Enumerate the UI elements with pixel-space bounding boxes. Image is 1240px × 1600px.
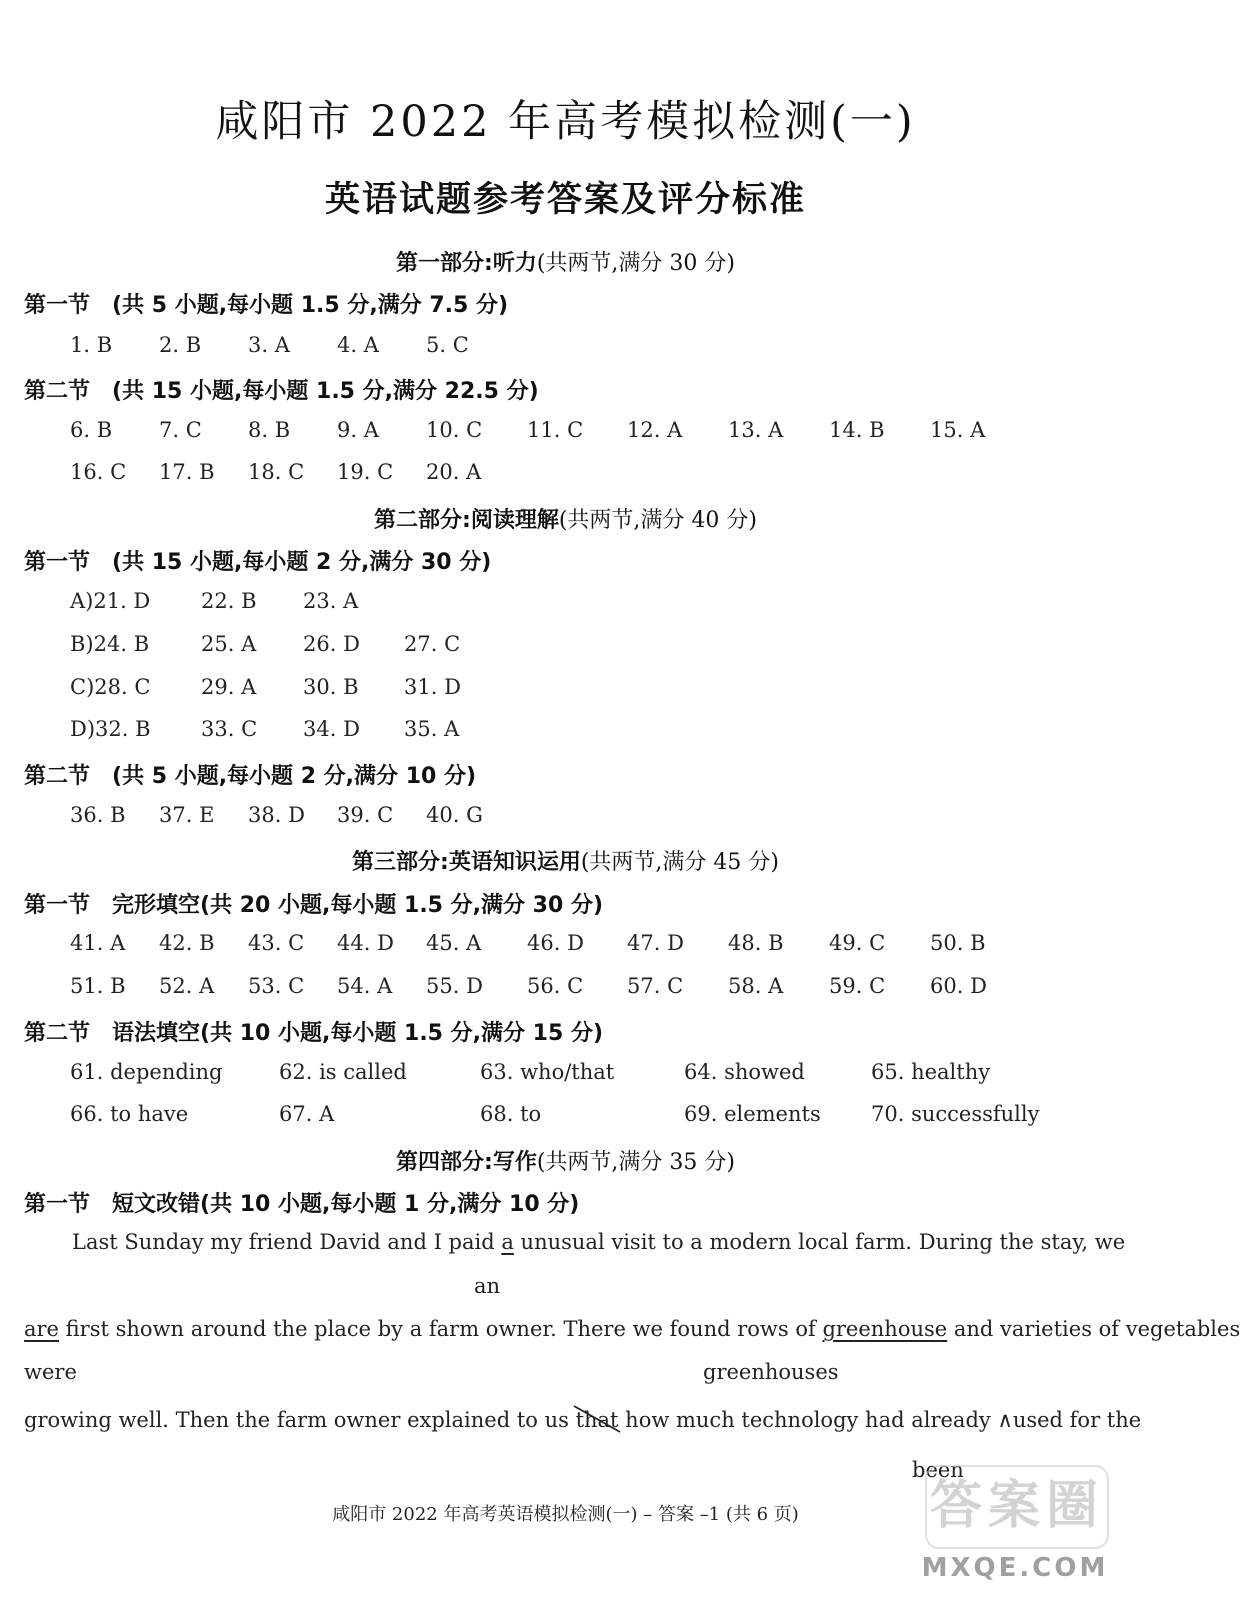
answer-item: 2. B xyxy=(159,333,202,357)
section-heading: 第一节 (共 5 小题,每小题 1.5 分,满分 7.5 分) xyxy=(24,293,509,318)
answer-item: 64. showed xyxy=(684,1060,805,1084)
answer-item: 16. C xyxy=(70,460,127,484)
answer-item: 63. who/that xyxy=(480,1060,615,1084)
error-word: greenhouse xyxy=(822,1317,948,1341)
answer-item: 55. D xyxy=(426,974,483,998)
error-word: are xyxy=(24,1317,59,1341)
answer-item: 19. C xyxy=(337,460,394,484)
section-heading: 第二节 语法填空(共 10 小题,每小题 1.5 分,满分 15 分) xyxy=(24,1021,603,1046)
answer-item: 57. C xyxy=(627,974,684,998)
answer-item: 17. B xyxy=(159,460,215,484)
answer-item: 41. A xyxy=(70,931,126,955)
logo-mark: 答案圈 xyxy=(925,1465,1109,1549)
correction: an xyxy=(474,1274,501,1298)
answer-item: 45. A xyxy=(426,931,482,955)
answer-item: 39. C xyxy=(337,803,394,827)
correction: greenhouses xyxy=(703,1360,839,1384)
answer-item: 43. C xyxy=(248,931,305,955)
answer-item: 44. D xyxy=(337,931,394,955)
answer-item: B)24. B xyxy=(70,632,150,656)
answer-item: 36. B xyxy=(70,803,126,827)
answer-item: 14. B xyxy=(829,418,885,442)
answer-item: 15. A xyxy=(930,418,986,442)
answer-item: 13. A xyxy=(728,418,784,442)
answer-item: 40. G xyxy=(426,803,483,827)
answer-item: 8. B xyxy=(248,418,291,442)
answer-item: C)28. C xyxy=(70,675,151,699)
answer-item: 35. A xyxy=(404,717,460,741)
answer-item: 50. B xyxy=(930,931,986,955)
answer-item: 4. A xyxy=(337,333,379,357)
logo-site: MXQE.COM xyxy=(921,1553,1109,1583)
answer-item: 62. is called xyxy=(279,1060,407,1084)
answer-item: 51. B xyxy=(70,974,126,998)
answer-item: 11. C xyxy=(527,418,584,442)
answer-item: 22. B xyxy=(201,589,257,613)
section-heading: 第二节 (共 15 小题,每小题 1.5 分,满分 22.5 分) xyxy=(24,379,539,404)
answer-item: 54. A xyxy=(337,974,393,998)
error-word: a xyxy=(501,1230,514,1254)
essay-line: growing well. Then the farm owner explained to us that how much technology had already ∧used for the xyxy=(24,1408,1141,1432)
answer-item: 56. C xyxy=(527,974,584,998)
answer-item: 49. C xyxy=(829,931,886,955)
essay-line: Last Sunday my friend David and I paid a unusual visit to a modern local farm. During the stay, we xyxy=(72,1230,1126,1254)
answer-item: 3. A xyxy=(248,333,290,357)
answer-item: 58. A xyxy=(728,974,784,998)
answer-item: 66. to have xyxy=(70,1102,189,1126)
answer-item: 25. A xyxy=(201,632,257,656)
answer-item: 70. successfully xyxy=(871,1102,1040,1126)
correction: were xyxy=(24,1360,77,1384)
essay-line: are first shown around the place by a farm owner. There we found rows of greenhouse and varieties of vegetables xyxy=(24,1317,1240,1341)
answer-item: A)21. D xyxy=(70,589,151,613)
section-heading: 第一节 完形填空(共 20 小题,每小题 1.5 分,满分 30 分) xyxy=(24,893,603,918)
answer-item: 52. A xyxy=(159,974,215,998)
answer-item: 67. A xyxy=(279,1102,335,1126)
answer-item: 38. D xyxy=(248,803,305,827)
part-heading-language-use: 第三部分:英语知识运用(共两节,满分 45 分) xyxy=(352,850,779,875)
answer-item: 60. D xyxy=(930,974,987,998)
answer-item: 12. A xyxy=(627,418,683,442)
answer-item: 42. B xyxy=(159,931,215,955)
page-footer: 咸阳市 2022 年高考英语模拟检测(一) – 答案 –1 (共 6 页) xyxy=(332,1504,799,1525)
deleted-word: that xyxy=(576,1408,619,1432)
page-title: 咸阳市 2022 年高考模拟检测(一) xyxy=(215,97,916,147)
answer-item: 61. depending xyxy=(70,1060,223,1084)
answer-item: 31. D xyxy=(404,675,461,699)
answer-item: 27. C xyxy=(404,632,461,656)
answer-item: 29. A xyxy=(201,675,257,699)
answer-item: 5. C xyxy=(426,333,469,357)
answer-item: 34. D xyxy=(303,717,360,741)
answer-item: 26. D xyxy=(303,632,360,656)
answer-item: D)32. B xyxy=(70,717,151,741)
watermark-logo xyxy=(905,1465,1125,1590)
answer-item: 1. B xyxy=(70,333,113,357)
section-heading: 第一节 (共 15 小题,每小题 2 分,满分 30 分) xyxy=(24,550,492,575)
answer-item: 20. A xyxy=(426,460,482,484)
answer-item: 6. B xyxy=(70,418,113,442)
correction: been xyxy=(912,1458,964,1482)
part-heading-writing: 第四部分:写作(共两节,满分 35 分) xyxy=(396,1150,735,1175)
deletion-mark-icon xyxy=(570,1398,626,1438)
answer-item: 65. healthy xyxy=(871,1060,991,1084)
part-heading-listening: 第一部分:听力(共两节,满分 30 分) xyxy=(396,251,735,276)
answer-item: 7. C xyxy=(159,418,202,442)
answer-item: 69. elements xyxy=(684,1102,821,1126)
answer-item: 48. B xyxy=(728,931,784,955)
answer-item: 53. C xyxy=(248,974,305,998)
section-heading: 第二节 (共 5 小题,每小题 2 分,满分 10 分) xyxy=(24,764,477,789)
answer-item: 68. to xyxy=(480,1102,542,1126)
answer-item: 23. A xyxy=(303,589,359,613)
insertion-caret: ∧ xyxy=(997,1408,1013,1432)
part-heading-reading: 第二部分:阅读理解(共两节,满分 40 分) xyxy=(374,508,757,533)
answer-item: 37. E xyxy=(159,803,215,827)
answer-item: 9. A xyxy=(337,418,379,442)
answer-item: 59. C xyxy=(829,974,886,998)
answer-item: 30. B xyxy=(303,675,359,699)
answer-item: 18. C xyxy=(248,460,305,484)
answer-item: 47. D xyxy=(627,931,684,955)
page-subtitle: 英语试题参考答案及评分标准 xyxy=(324,180,806,220)
answer-item: 46. D xyxy=(527,931,584,955)
answer-item: 10. C xyxy=(426,418,483,442)
section-heading: 第一节 短文改错(共 10 小题,每小题 1 分,满分 10 分) xyxy=(24,1192,580,1217)
answer-item: 33. C xyxy=(201,717,258,741)
